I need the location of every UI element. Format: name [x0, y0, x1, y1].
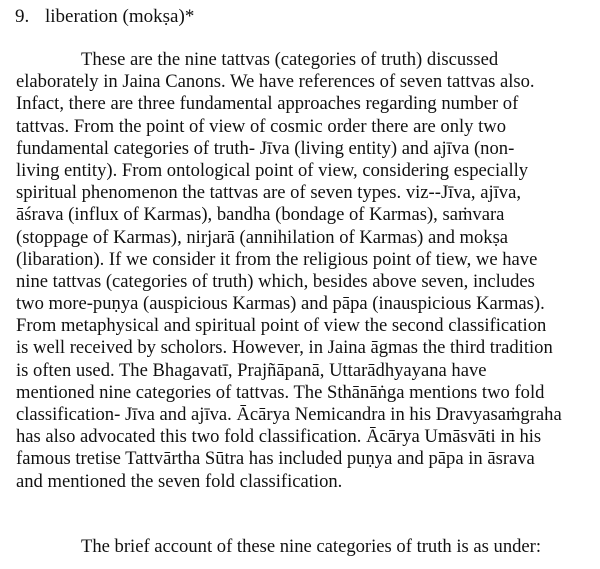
paragraph-line: From metaphysical and spiritual point of view the second classification [16, 315, 547, 337]
paragraph-line: and mentioned the seven fold classification. [16, 470, 343, 492]
paragraph-line: is well received by scholors. However, in Jaina āgmas the third tradition [16, 337, 553, 359]
paragraph-line: living entity). From ontological point of view, considering especially [16, 159, 529, 181]
paragraph-line: two more-puṇya (auspicious Karmas) and pāpa (inauspicious Karmas). [16, 293, 545, 315]
section-number: 9. [15, 6, 30, 27]
paragraph-line: Infact, there are three fundamental approaches regarding number of [16, 93, 519, 115]
paragraph-line: (stoppage of Karmas), nirjarā (annihilation of Karmas) and mokṣa [16, 226, 509, 248]
paragraph-line: elaborately in Jaina Canons. We have references of seven tattvas also. [16, 71, 535, 93]
paragraph-line: mentioned nine categories of tattvas. The Sthānāṅga mentions two fold [16, 381, 545, 403]
paragraph-line: famous tretise Tattvārtha Sūtra has included puṇya and pāpa in āsrava [16, 448, 535, 470]
paragraph-line: is often used. The Bhagavatī, Prajñāpanā, Uttarādhyayana have [16, 359, 487, 381]
body-paragraph [16, 49, 582, 493]
paragraph-line: nine tattvas (categories of truth) which, besides above seven, includes [16, 270, 535, 292]
paragraph-line: These are the nine tattvas (categories of truth) discussed [81, 49, 499, 70]
closing-paragraph [16, 536, 582, 558]
section-title-text: liberation (mokṣa)* [45, 6, 195, 27]
paragraph-line: has also advocated this two fold classification. Ācārya Umāsvāti in his [16, 426, 542, 448]
paragraph-line: classification- Jīva and ajīva. Ācārya Nemicandra in his Dravyasaṁgraha [16, 404, 562, 425]
paragraph-line: āśrava (influx of Karmas), bandha (bondage of Karmas), saṁvara [16, 204, 505, 226]
section-title [45, 6, 194, 27]
paragraph-line: spiritual phenomenon the tattvas are of seven types. viz--Jīva, ajīva, [16, 182, 521, 204]
section-heading [15, 6, 194, 28]
paragraph-line: fundamental categories of truth- Jīva (living entity) and ajīva (non- [16, 137, 515, 159]
paragraph-line: tattvas. From the point of view of cosmic order there are only two [16, 115, 507, 137]
closing-line: The brief account of these nine categories of truth is as under: [81, 536, 542, 557]
paragraph-line: (libaration). If we consider it from the religious point of tiew, we have [16, 248, 538, 270]
